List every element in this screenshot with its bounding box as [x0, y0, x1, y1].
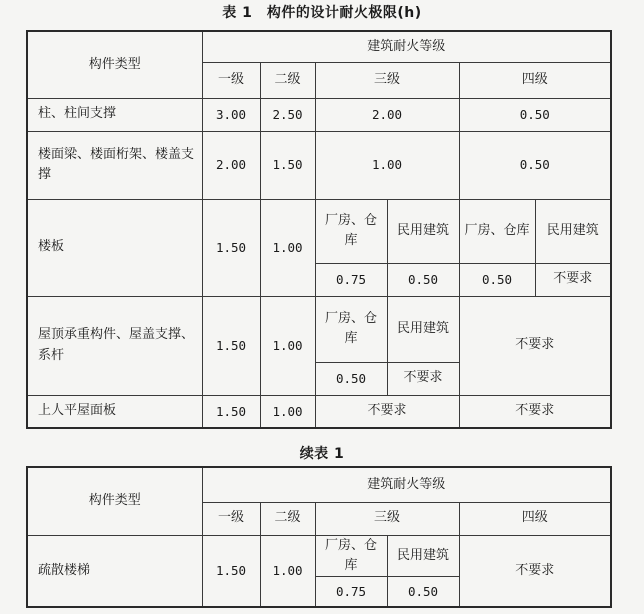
- table1-title: 表 1 构件的设计耐火极限(h): [222, 5, 422, 21]
- cell-value: 1.00: [260, 395, 315, 428]
- subheader-civil: 民用建筑: [387, 535, 459, 576]
- header-fire-rating: 建筑耐火等级: [202, 31, 611, 62]
- cell-value: 1.50: [202, 296, 260, 395]
- row-label: 上人平屋面板: [27, 395, 202, 428]
- cell-value: 0.50: [459, 98, 611, 131]
- header-component-type: 构件类型: [27, 31, 202, 98]
- cell-value: 0.50: [459, 263, 535, 296]
- header-fire-rating: 建筑耐火等级: [202, 467, 611, 502]
- cell-value: 3.00: [202, 98, 260, 131]
- cell-value: 不要求: [387, 362, 459, 395]
- subheader-factory: 厂房、仓库: [315, 296, 387, 362]
- cell-value: 1.50: [202, 395, 260, 428]
- cell-value: 不要求: [535, 263, 611, 296]
- table-row: [27, 395, 611, 428]
- cell-value: 1.00: [260, 296, 315, 395]
- subheader-civil: 民用建筑: [387, 199, 459, 263]
- fire-resistance-table: [26, 30, 612, 429]
- header-level-2: 二级: [260, 502, 315, 535]
- cell-value: 0.50: [459, 131, 611, 199]
- cell-value: 0.75: [315, 263, 387, 296]
- cell-value: 2.00: [315, 98, 459, 131]
- row-label: 楼面梁、楼面桁架、楼盖支撑: [27, 131, 202, 199]
- table-row: [27, 131, 611, 199]
- cell-value: 0.50: [315, 362, 387, 395]
- table2-title: 续表 1: [299, 446, 345, 462]
- cell-value: 1.00: [315, 131, 459, 199]
- cell-value: 1.50: [202, 535, 260, 607]
- table-row: [27, 296, 611, 362]
- header-level-1: 一级: [202, 62, 260, 98]
- header-level-3: 三级: [315, 62, 459, 98]
- cell-value: 2.00: [202, 131, 260, 199]
- cell-value: 2.50: [260, 98, 315, 131]
- header-level-3: 三级: [315, 502, 459, 535]
- row-label: 屋顶承重构件、屋盖支撑、系杆: [27, 296, 202, 395]
- table-row: [27, 535, 611, 576]
- cell-value: 不要求: [459, 296, 611, 395]
- row-label: 柱、柱间支撑: [27, 98, 202, 131]
- subheader-factory: 厂房、仓库: [315, 535, 387, 576]
- table-row: [27, 199, 611, 263]
- cell-value: 0.50: [387, 576, 459, 607]
- header-level-4: 四级: [459, 502, 611, 535]
- cell-value: 1.00: [260, 199, 315, 296]
- row-label: 楼板: [27, 199, 202, 296]
- cell-value: 0.75: [315, 576, 387, 607]
- subheader-factory: 厂房、仓库: [315, 199, 387, 263]
- header-level-4: 四级: [459, 62, 611, 98]
- row-label: 疏散楼梯: [27, 535, 202, 607]
- cell-value: 不要求: [459, 535, 611, 607]
- header-level-2: 二级: [260, 62, 315, 98]
- cell-value: 不要求: [315, 395, 459, 428]
- table-row: [27, 98, 611, 131]
- cell-value: 1.50: [260, 131, 315, 199]
- header-level-1: 一级: [202, 502, 260, 535]
- cell-value: 1.00: [260, 535, 315, 607]
- cell-value: 1.50: [202, 199, 260, 296]
- header-component-type: 构件类型: [27, 467, 202, 535]
- subheader-civil: 民用建筑: [387, 296, 459, 362]
- cell-value: 不要求: [459, 395, 611, 428]
- fire-resistance-table-continued: [26, 466, 612, 608]
- subheader-civil: 民用建筑: [535, 199, 611, 263]
- cell-value: 0.50: [387, 263, 459, 296]
- subheader-factory: 厂房、仓库: [459, 199, 535, 263]
